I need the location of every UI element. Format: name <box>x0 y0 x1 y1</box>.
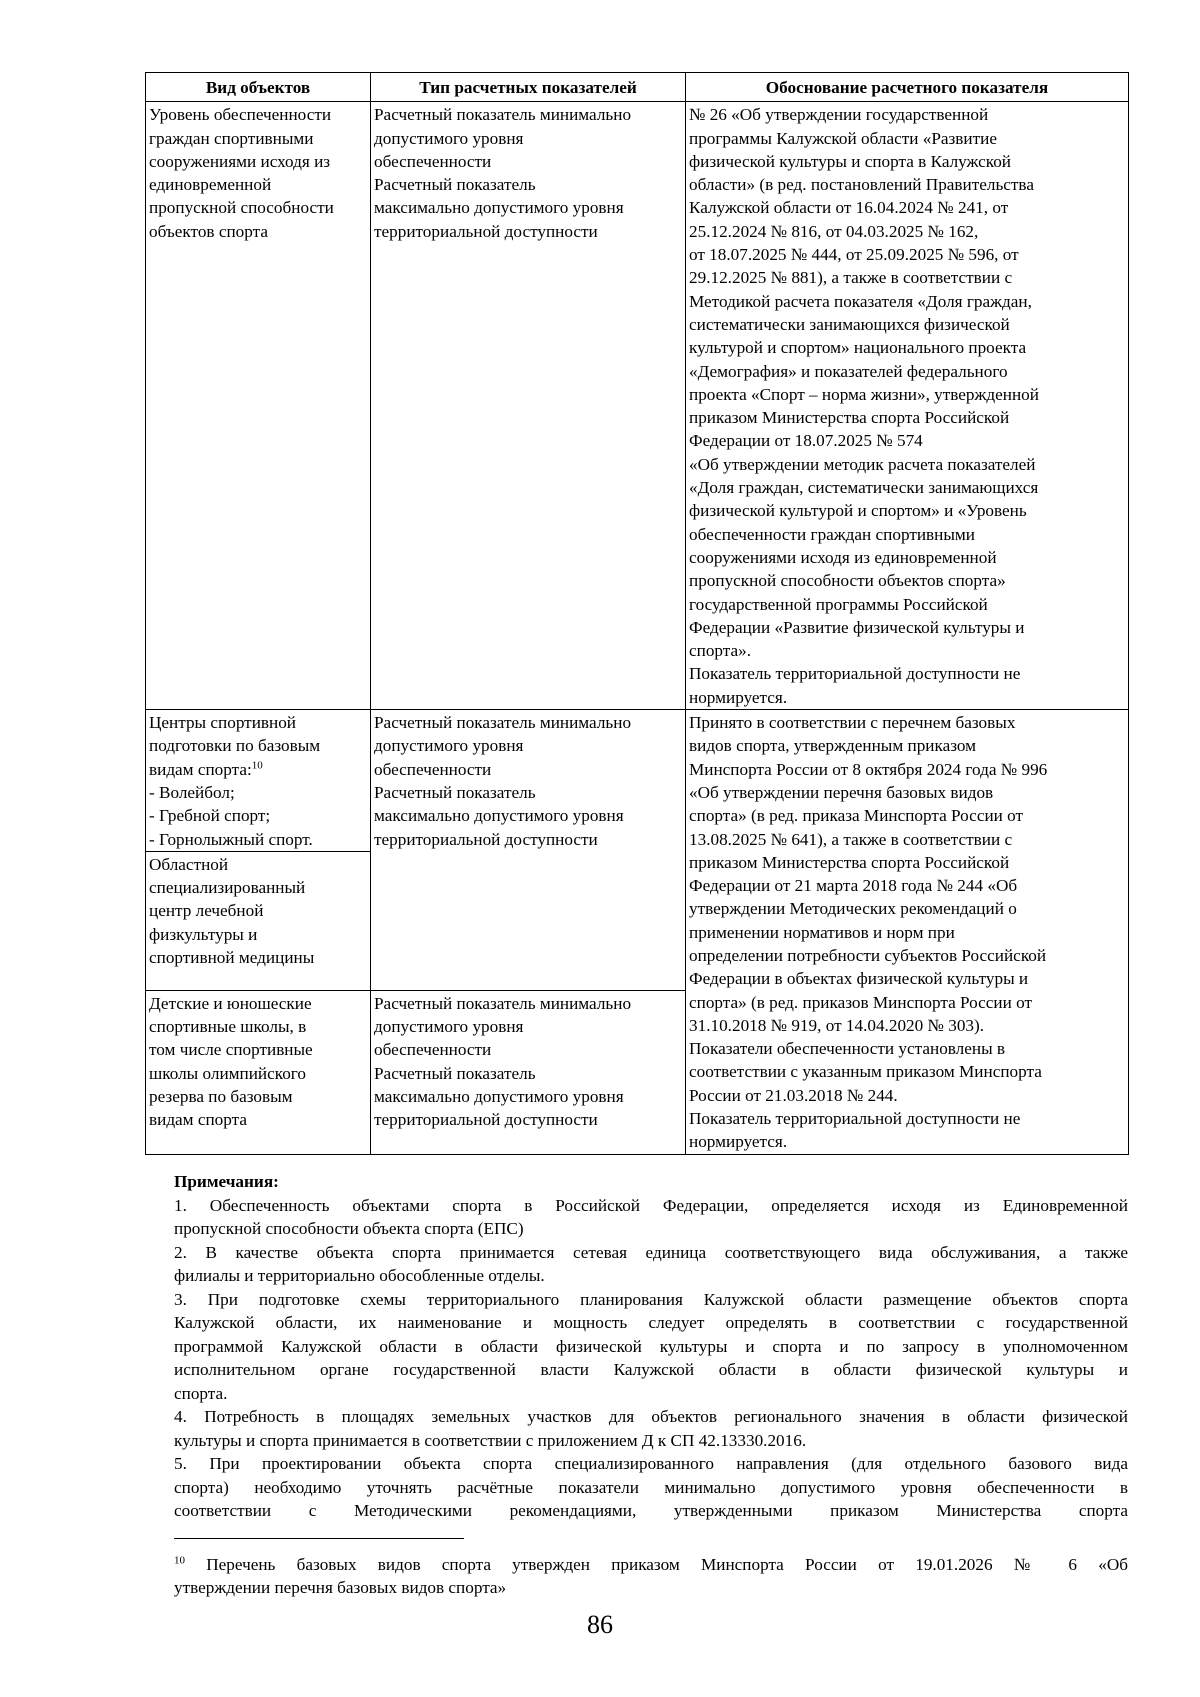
cell-line: Федерации «Развитие физической культуры и <box>689 617 1025 637</box>
table-row <box>146 710 1129 852</box>
page-number: 86 <box>587 1610 613 1639</box>
cell-line: применении нормативов и норм при <box>689 922 955 942</box>
footnote-line <box>174 1553 1128 1576</box>
cell-line: области» (в ред. постановлений Правительства <box>689 175 1034 195</box>
table-header-row <box>146 73 1129 102</box>
cell-line: обеспеченности <box>374 1040 492 1060</box>
cell-line: видов спорта, утвержденным приказом <box>689 736 977 756</box>
row4-object-type <box>146 990 371 1154</box>
cell-line: обеспеченности граждан спортивными <box>689 524 975 544</box>
cell-line: территориальной доступности <box>374 829 598 849</box>
row2-object-sup-line: видам спорта: <box>149 759 252 779</box>
cell-line: нормируется. <box>689 687 788 707</box>
cell-line: нормируется. <box>689 1132 788 1152</box>
row3-object-type <box>146 851 371 990</box>
row4-indicator-type <box>371 990 686 1154</box>
cell-line: Расчетный показатель <box>374 175 536 195</box>
cell-line: Федерации в объектах физической культуры и <box>689 969 1029 989</box>
cell-line: Минспорта России от 8 октября 2024 года № 996 <box>689 759 1048 779</box>
table-row <box>146 102 1129 710</box>
note-line: спорта. <box>174 1383 228 1403</box>
note-line: Калужской области, их наименование и мощность следует определять в соответствии с государственной <box>174 1313 1128 1332</box>
cell-line: 31.10.2018 № 919, от 14.04.2020 № 303). <box>689 1015 985 1035</box>
cell-line: объектов спорта <box>149 221 268 241</box>
cell-line: утверждении Методических рекомендаций о <box>689 899 1017 919</box>
cell-line: государственной программы Российской <box>689 594 988 614</box>
row1-justification <box>686 102 1129 710</box>
row2-indicator-type <box>371 710 686 991</box>
cell-line: Федерации от 21 марта 2018 года № 244 «Об <box>689 876 1018 896</box>
cell-line: пропускной способности объектов спорта» <box>689 571 1006 591</box>
cell-line: максимально допустимого уровня <box>374 806 624 826</box>
cell-line: Расчетный показатель минимально <box>374 713 632 733</box>
note-item <box>174 1405 1128 1452</box>
note-line: 1. Обеспеченность объектами спорта в Российской Федерации, определяется исходя из Единовременной <box>174 1195 1128 1215</box>
note-item <box>174 1288 1128 1406</box>
note-line: 5. При проектировании объекта спорта специализированного направления (для отдельного базового вида <box>174 1454 1128 1473</box>
sport-list-item: - Горнолыжный спорт. <box>149 829 313 849</box>
cell-line: Показатель территориальной доступности не <box>689 1109 1021 1129</box>
cell-line: спорта» (в ред. приказа Минспорта России от <box>689 806 1024 826</box>
cell-line: Детские и юношеские <box>149 993 312 1013</box>
cell-line: определении потребности субъектов Российской <box>689 945 1047 965</box>
cell-line: допустимого уровня <box>374 736 524 756</box>
note-line: 4. Потребность в площадях земельных участков для объектов регионального значения в области физической <box>174 1407 1128 1426</box>
note-line: исполнительном органе государственной власти Калужской области в области физической культуры и <box>174 1360 1128 1379</box>
cell-line: обеспеченности <box>374 151 492 171</box>
header-object-type: Вид объектов <box>146 73 371 102</box>
cell-line: центр лечебной <box>149 901 264 921</box>
cell-line: спортивные школы, в <box>149 1016 307 1036</box>
notes-title: Примечания: <box>174 1172 279 1191</box>
row2-object-line: Центры спортивной <box>149 713 297 733</box>
cell-line: «Об утверждении перечня базовых видов <box>689 782 994 802</box>
cell-line: Расчетный показатель <box>374 1063 536 1083</box>
cell-line: сооружениями исходя из <box>149 151 331 171</box>
note-line: программой Калужской области в области физической культуры и спорта и по запросу в уполномоченном <box>174 1336 1128 1356</box>
cell-line: единовременной <box>149 175 272 195</box>
cell-line: Показатели обеспеченности установлены в <box>689 1039 1006 1059</box>
cell-line: России от 21.03.2018 № 244. <box>689 1085 898 1105</box>
notes-section <box>174 1170 1128 1523</box>
row1-object-type <box>146 102 371 710</box>
cell-line: резерва по базовым <box>149 1086 293 1106</box>
note-line: 3. При подготовке схемы территориального планирования Калужской области размещение объектов спорта <box>174 1289 1128 1309</box>
cell-line: программы Калужской области «Развитие <box>689 128 997 148</box>
cell-line: Областной <box>149 854 229 874</box>
cell-line: соответствии с указанным приказом Минспорта <box>689 1062 1042 1082</box>
header-justification: Обоснование расчетного показателя <box>686 73 1129 102</box>
row2-justification <box>686 710 1129 1155</box>
cell-line: видам спорта <box>149 1110 247 1130</box>
sport-list-item: - Волейбол; <box>149 782 235 802</box>
cell-line: систематически занимающихся физической <box>689 314 1010 334</box>
footnote-divider <box>174 1538 464 1539</box>
sport-list-item: - Гребной спорт; <box>149 806 271 826</box>
cell-line: Показатель территориальной доступности не <box>689 664 1021 684</box>
cell-line: территориальной доступности <box>374 221 598 241</box>
cell-line: 13.08.2025 № 641), а также в соответствии с <box>689 829 1013 849</box>
header-indicator-type: Тип расчетных показателей <box>371 73 686 102</box>
cell-line: спорта». <box>689 641 752 661</box>
cell-line: территориальной доступности <box>374 1110 598 1130</box>
cell-line: физической культурой и спортом» и «Уровень <box>689 501 1027 521</box>
cell-line: максимально допустимого уровня <box>374 1086 624 1106</box>
cell-line: школы олимпийского <box>149 1063 307 1083</box>
cell-line: № 26 «Об утверждении государственной <box>689 105 989 125</box>
cell-line: от 18.07.2025 № 444, от 25.09.2025 № 596, от <box>689 245 1019 265</box>
cell-line: обеспеченности <box>374 759 492 779</box>
row2-object-line: подготовки по базовым <box>149 736 321 756</box>
cell-line: том числе спортивные <box>149 1040 313 1060</box>
footnote-line: утверждении перечня базовых видов спорта» <box>174 1578 507 1597</box>
row2-object-line <box>149 758 367 781</box>
cell-line: «Об утверждении методик расчета показателей <box>689 454 1036 474</box>
footnote-ref-10[interactable]: 10 <box>251 758 263 771</box>
cell-line: «Доля граждан, систематически занимающихся <box>689 478 1039 498</box>
cell-line: пропускной способности <box>149 198 334 218</box>
footnote-text: Перечень базовых видов спорта утвержден приказом Минспорта России от 19.01.2026 № 6 «Об <box>206 1555 1128 1574</box>
note-line: 2. В качестве объекта спорта принимается сетевая единица соответствующего вида обслуживания, а также <box>174 1242 1128 1262</box>
cell-line: Принято в соответствии с перечнем базовых <box>689 713 1016 733</box>
sports-facilities-table <box>145 72 1129 1155</box>
note-line: соответствии с Методическими рекомендациями, утвержденными приказом Министерства спорта <box>174 1501 1128 1520</box>
note-line: спорта) необходимо уточнять расчётные показатели минимально допустимого уровня обеспеченности в <box>174 1477 1128 1497</box>
footnote-mark: 10 <box>174 1554 185 1567</box>
cell-line: физической культуры и спорта в Калужской <box>689 151 1012 171</box>
cell-line: максимально допустимого уровня <box>374 198 624 218</box>
note-item <box>174 1452 1128 1523</box>
cell-line: 25.12.2024 № 816, от 04.03.2025 № 162, <box>689 221 979 241</box>
cell-line: допустимого уровня <box>374 1016 524 1036</box>
cell-line: спортивной медицины <box>149 947 315 967</box>
cell-line: проекта «Спорт – норма жизни», утвержденной <box>689 384 1039 404</box>
cell-line: спорта» (в ред. приказов Минспорта России от <box>689 992 1032 1012</box>
cell-line: Федерации от 18.07.2025 № 574 <box>689 431 923 451</box>
cell-line: Расчетный показатель минимально <box>374 993 632 1013</box>
cell-line: граждан спортивными <box>149 128 314 148</box>
cell-line: Расчетный показатель <box>374 782 536 802</box>
cell-line: Калужской области от 16.04.2024 № 241, от <box>689 198 1009 218</box>
cell-line: Расчетный показатель минимально <box>374 105 632 125</box>
note-item <box>174 1194 1128 1241</box>
cell-line: специализированный <box>149 878 306 898</box>
cell-line: «Демография» и показателей федерального <box>689 361 1008 381</box>
note-item <box>174 1241 1128 1288</box>
note-line: филиалы и территориально обособленные отделы. <box>174 1266 545 1285</box>
cell-line: 29.12.2025 № 881), а также в соответствии с <box>689 268 1013 288</box>
cell-line: Уровень обеспеченности <box>149 105 332 125</box>
row1-indicator-type <box>371 102 686 710</box>
row2-object-type <box>146 710 371 852</box>
note-line: культуры и спорта принимается в соответствии с приложением Д к СП 42.13330.2016. <box>174 1430 807 1450</box>
cell-line: приказом Министерства спорта Российской <box>689 852 1010 872</box>
footnote <box>174 1553 1128 1599</box>
cell-line: физкультуры и <box>149 924 258 944</box>
cell-line: Методикой расчета показателя «Доля граждан, <box>689 291 1032 311</box>
cell-line: культурой и спортом» национального проекта <box>689 338 1027 358</box>
cell-line: приказом Министерства спорта Российской <box>689 408 1010 428</box>
cell-line: сооружениями исходя из единовременной <box>689 547 997 567</box>
note-line: пропускной способности объекта спорта (ЕПС) <box>174 1219 524 1238</box>
notes-list <box>174 1194 1128 1523</box>
cell-line: допустимого уровня <box>374 128 524 148</box>
